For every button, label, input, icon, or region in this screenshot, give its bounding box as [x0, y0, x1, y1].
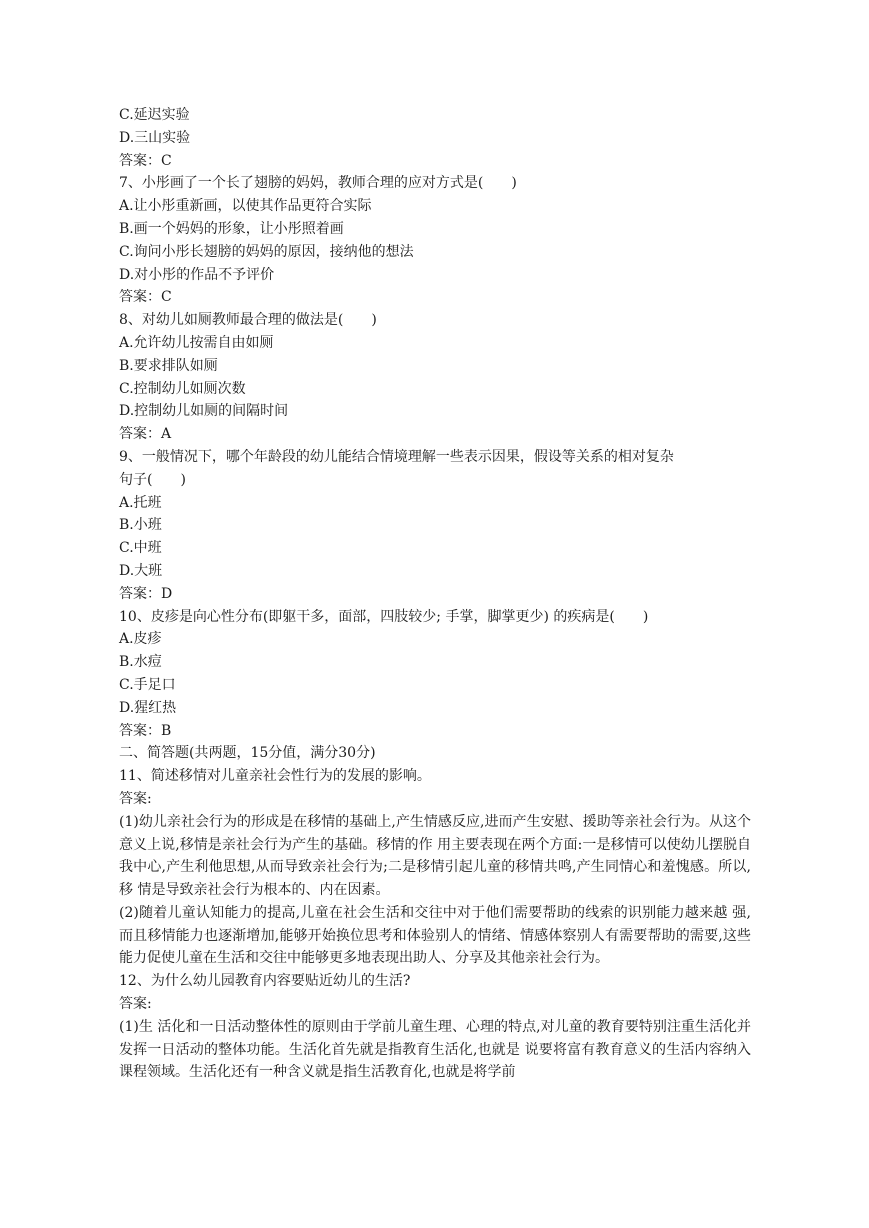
- q6-option-d: D.三山实验: [119, 129, 191, 146]
- q7-option-c: C.询问小彤长翅膀的妈妈的原因，接纳他的想法: [119, 243, 414, 260]
- q6-answer: 答案：C: [119, 152, 172, 169]
- q10-option-a: A.皮疹: [119, 631, 162, 648]
- q7-option-b: B.画一个妈妈的形象，让小彤照着画: [119, 220, 344, 237]
- q7-option-d: D.对小彤的作品不予评价: [119, 266, 275, 283]
- q12-question: 12、为什么幼儿园教育内容要贴近幼儿的生活?: [119, 973, 411, 990]
- q10-option-d: D.猩红热: [119, 699, 177, 716]
- q8-option-a: A.允许幼儿按需自由如厕: [119, 334, 274, 351]
- q11-answer-paragraph-1: (1)幼儿亲社会行为的形成是在移情的基础上,产生情感反应,进而产生安慰、援助等亲社会行为。从这个意义上说,移情是亲社会行为产生的基础。移情的作 用主要表现在两个方面:一是移情可以使幼儿摆脱自我中心,产生利他思想,从而导致亲社会行为;二是移情引起儿童的移情共鸣,产生同情心和羞愧感。所以,移 情是导致亲社会行为根本的、内在因素。: [119, 813, 751, 899]
- section-heading: 二、简答题(共两题，15分值，满分30分): [119, 745, 376, 762]
- q9-option-a: A.托班: [119, 494, 162, 511]
- q8-option-c: C.控制幼儿如厕次数: [119, 380, 246, 397]
- q10-option-c: C.手足口: [119, 676, 176, 693]
- document-page: [119, 104, 751, 1084]
- q9-option-c: C.中班: [119, 540, 162, 557]
- q11-answer-label: 答案:: [119, 790, 152, 807]
- q11-question: 11、简述移情对儿童亲社会性行为的发展的影响。: [119, 768, 431, 785]
- q11-answer-paragraph-2: (2)随着儿童认知能力的提高,儿童在社会生活和交往中对于他们需要帮助的线索的识别能力越来越 强,而且移情能力也逐渐增加,能够开始换位思考和体验别人的情绪、情感体察别人有需要帮助的需要,这些能力促使儿童在生活和交往中能够更多地表现出助人、分享及其他亲社会行为。: [119, 904, 751, 967]
- q7-question: 7、小彤画了一个长了翅膀的妈妈，教师合理的应对方式是( ): [119, 175, 517, 192]
- q8-option-d: D.控制幼儿如厕的间隔时间: [119, 403, 289, 420]
- q6-option-c: C.延迟实验: [119, 107, 190, 123]
- q9-question-line2: 句子( ): [119, 471, 186, 488]
- q10-question: 10、皮疹是向心性分布(即躯干多，面部，四肢较少; 手掌，脚掌更少) 的疾病是( ): [119, 608, 649, 625]
- q9-answer: 答案：D: [119, 585, 173, 602]
- q8-answer: 答案：A: [119, 426, 172, 443]
- q9-question-line1: 9、一般情况下，哪个年龄段的幼儿能结合情境理解一些表示因果，假设等关系的相对复杂: [119, 448, 674, 465]
- q9-option-b: B.小班: [119, 517, 162, 534]
- q12-answer-paragraph-1: (1)生 活化和一日活动整体性的原则由于学前儿童生理、心理的特点,对儿童的教育要特别注重生活化并发挥一日活动的整体功能。生活化首先就是指教育生活化,也就是 说要将富有教育意义的生活内容纳入课程领域。生活化还有一种含义就是指生活教育化,也就是将学前: [119, 1018, 751, 1081]
- q10-option-b: B.水痘: [119, 654, 162, 671]
- q8-question: 8、对幼儿如厕教师最合理的做法是( ): [119, 312, 377, 329]
- q12-answer-label: 答案:: [119, 996, 152, 1013]
- q8-option-b: B.要求排队如厕: [119, 357, 218, 374]
- q10-answer: 答案：B: [119, 722, 172, 739]
- q9-option-d: D.大班: [119, 562, 163, 579]
- q7-option-a: A.让小彤重新画，以使其作品更符合实际: [119, 198, 372, 215]
- q7-answer: 答案：C: [119, 289, 172, 306]
